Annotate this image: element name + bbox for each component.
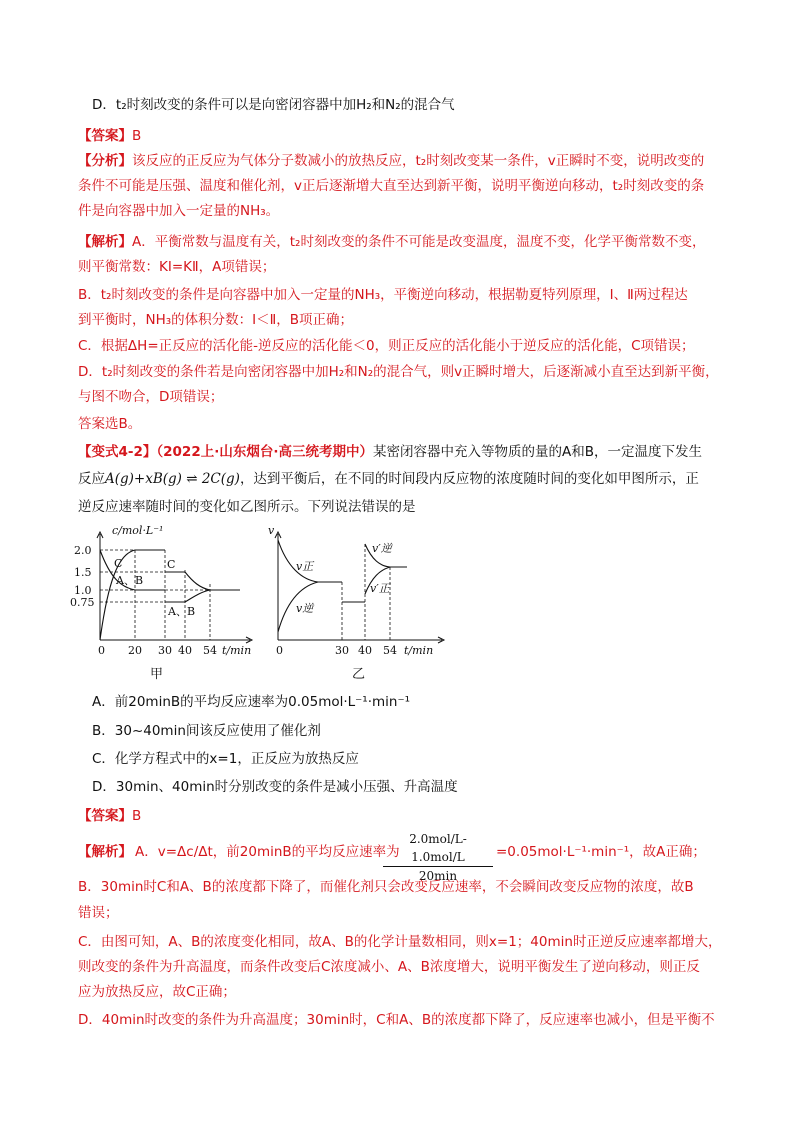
jia-xtick-0: 0 (98, 644, 105, 657)
prev-solution-4: 到平衡时，NH₃的体积分数：Ⅰ＜Ⅱ，B项正确； (78, 312, 354, 328)
answer-value: B (132, 128, 142, 144)
jia-ytick-075: 0.75 (70, 596, 95, 609)
prev-option-d: D．t₂时刻改变的条件可以是向密闭容器中加H₂和N₂的混合气 (92, 97, 455, 113)
prev-analysis-2: 条件不可能是压强、温度和催化剂，v正后逐渐增大直至达到新平衡，说明平衡逆向移动，t₂时刻改变的条 (78, 178, 705, 194)
solution-tag: 【解析】 (78, 844, 132, 860)
jia-label-ab1: A、B (116, 574, 144, 587)
prev-solution-1: 【解析】A．平衡常数与温度有关，t₂时刻改变的条件不可能是改变温度，温度不变，化学平衡常数不变， (78, 234, 706, 250)
answer-value: B (132, 808, 142, 824)
variant-source: （2022上·山东烟台·高三统考期中） (156, 444, 373, 460)
variant-tag: 【变式4-2】 (78, 444, 157, 460)
new-solution-d-1: D．40min时改变的条件为升高温度；30min时，C和A、B的浓度都下降了，反应速率也减小，但是平衡不 (78, 1012, 715, 1028)
variant-stem-2: 反应A(g)+xB(g) ⇌ 2C(g)，达到平衡后，在不同的时间段内反应物的浓度随时间的变化如甲图所示，正 (78, 471, 699, 487)
jia-caption: 甲 (150, 667, 164, 682)
new-solution-b-2: 错误； (78, 905, 119, 921)
prev-solution-2: 则平衡常数：KⅠ=KⅡ，A项错误； (78, 259, 276, 275)
jia-xtick-40: 40 (178, 644, 192, 657)
variant-stem-1: 【变式4-2】（2022上·山东烟台·高三统考期中）某密闭容器中充入等物质的量的A和B，一定温度下发生 (78, 444, 702, 460)
jia-label-ab2: A、B (168, 605, 196, 618)
yi-caption: 乙 (352, 667, 366, 682)
yi-xtick-40: 40 (358, 644, 372, 657)
prev-solution-6: D．t₂时刻改变的条件若是向密闭容器中加H₂和N₂的混合气，则v正瞬时增大，后逐渐减小直至达到新平衡， (78, 364, 719, 380)
new-solution-c-1: C．由图可知，A、B的浓度变化相同，故A、B的化学计量数相同，则x=1；40min时正逆反应速率都增大， (78, 934, 722, 950)
yi-xlabel: t/min (404, 644, 434, 657)
jia-ytick-1: 1.0 (74, 584, 92, 597)
solution-tag: 【解析】 (78, 234, 132, 250)
new-solution-c-3: 应为放热反应，故C正确； (78, 984, 236, 1000)
figure-yi (262, 522, 452, 682)
new-option-c: C．化学方程式中的x=1，正反应为放热反应 (92, 751, 359, 767)
fraction-numerator: 2.0mol/L-1.0mol/L (383, 830, 493, 867)
yi-xtick-54: 54 (383, 644, 397, 657)
yi-ylabel: v (268, 524, 275, 537)
figure-jia (70, 522, 260, 682)
jia-label-c1: C (114, 557, 123, 570)
prev-solution-5: C．根据ΔH=正反应的活化能-逆反应的活化能＜0，则正反应的活化能小于逆反应的活化能，C项错误； (78, 338, 695, 354)
new-option-b: B．30~40min间该反应使用了催化剂 (92, 723, 321, 739)
jia-label-c2: C (167, 558, 176, 571)
jia-xtick-54: 54 (203, 644, 217, 657)
jia-xtick-20: 20 (128, 644, 142, 657)
yi-label-vni: v逆 (296, 602, 314, 615)
yi-xtick-0: 0 (276, 644, 283, 657)
prev-solution-7: 与图不吻合，D项错误； (78, 389, 224, 405)
yi-label-vni2: v′逆 (372, 542, 392, 555)
prev-analysis-3: 件是向容器中加入一定量的NH₃。 (78, 203, 280, 219)
new-option-d: D．30min、40min时分别改变的条件是减小压强、升高温度 (92, 779, 458, 795)
new-solution-b-1: B．30min时C和A、B的浓度都下降了，而催化剂只会改变反应速率，不会瞬间改变反应物的浓度，故B (78, 879, 694, 895)
yi-label-vzheng2: v′正 (370, 582, 390, 595)
jia-ytick-15: 1.5 (74, 566, 92, 579)
prev-solution-3: B．t₂时刻改变的条件是向容器中加入一定量的NH₃，平衡逆向移动，根据勒夏特列原理，Ⅰ、Ⅱ两过程达 (78, 287, 688, 303)
reaction-equation: A(g)+xB(g) ⇌ 2C(g) (105, 471, 240, 487)
jia-xlabel: t/min (222, 644, 252, 657)
yi-label-vzheng: v正 (296, 560, 314, 573)
new-option-a: A．前20minB的平均反应速率为0.05mol·L⁻¹·min⁻¹ (92, 694, 410, 710)
answer-tag: 【答案】 (78, 128, 132, 144)
prev-analysis-1: 【分析】该反应的正反应为气体分子数减小的放热反应，t₂时刻改变某一条件，v正瞬时不变，说明改变的 (78, 153, 705, 169)
jia-ylabel: c/mol·L⁻¹ (112, 524, 164, 537)
new-solution-c-2: 则改变的条件为升高温度，而条件改变后C浓度减小、A、B浓度增大，说明平衡发生了逆向移动，则正反 (78, 959, 700, 975)
jia-xtick-30: 30 (158, 644, 172, 657)
jia-ytick-2: 2.0 (74, 544, 92, 557)
analysis-tag: 【分析】 (78, 153, 132, 169)
answer-tag: 【答案】 (78, 808, 132, 824)
yi-xtick-30: 30 (335, 644, 349, 657)
fraction-denominator: 20min (418, 869, 458, 883)
prev-answer (78, 126, 728, 146)
new-answer (78, 806, 728, 826)
variant-stem-3: 逆反应速率随时间的变化如乙图所示。下列说法错误的是 (78, 499, 416, 515)
prev-choose: 答案选B。 (78, 416, 142, 432)
new-solution-a: 【解析】 A．v=Δc/Δt，前20minB的平均反应速率为 2.0mol/L-1.0mol/L 20min =0.05mol·L⁻¹·min⁻¹，故A正确； (78, 832, 706, 883)
